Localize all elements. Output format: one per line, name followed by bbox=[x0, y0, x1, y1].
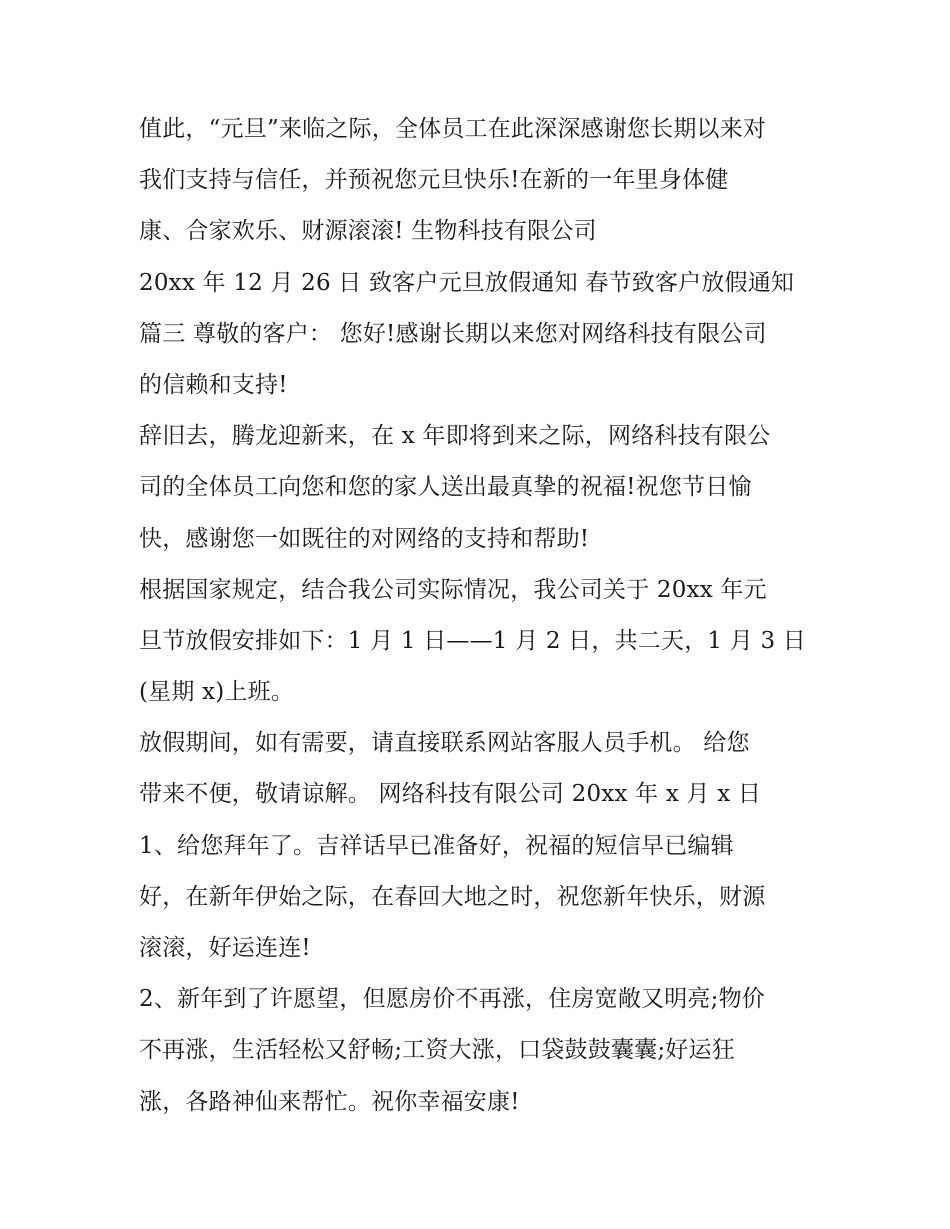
text-line: 快，感谢您一如既往的对网络的支持和帮助! bbox=[139, 525, 590, 552]
text-line: 辞旧去，腾龙迎新来，在 x 年即将到来之际，网络科技有限公 bbox=[139, 423, 771, 450]
text-line: 康、合家欢乐、财源滚滚! 生物科技有限公司 bbox=[139, 218, 597, 245]
document-body bbox=[139, 104, 819, 1128]
text-line: 值此，“元旦”来临之际，全体员工在此深深感谢您长期以来对 bbox=[139, 116, 767, 142]
text-line: 不再涨，生活轻松又舒畅;工资大涨，口袋鼓鼓囊囊;好运狂 bbox=[139, 1037, 735, 1064]
text-line: 篇三 尊敬的客户： 您好!感谢长期以来您对网络科技有限公司 bbox=[139, 320, 767, 347]
text-line: 根据国家规定，结合我公司实际情况，我公司关于 20xx 年元 bbox=[139, 576, 767, 603]
text-line: 我们支持与信任，并预祝您元旦快乐!在新的一年里身体健 bbox=[139, 167, 729, 194]
text-line: 司的全体员工向您和您的家人送出最真挚的祝福!祝您节日愉 bbox=[139, 474, 752, 501]
text-line: 带来不便，敬请谅解。 网络科技有限公司 20xx 年 x 月 x 日 bbox=[139, 781, 762, 808]
text-line: 涨，各路神仙来帮忙。祝你幸福安康! bbox=[139, 1088, 520, 1115]
text-line: 1、给您拜年了。吉祥话早已准备好，祝福的短信早已编辑 bbox=[139, 832, 734, 859]
text-line: 20xx 年 12 月 26 日 致客户元旦放假通知 春节致客户放假通知 bbox=[139, 269, 795, 296]
text-line: 滚滚，好运连连! bbox=[139, 935, 311, 961]
text-line: 好，在新年伊始之际，在春回大地之时，祝您新年快乐，财源 bbox=[139, 883, 766, 910]
text-line: 2、新年到了许愿望，但愿房价不再涨，住房宽敞又明亮;物价 bbox=[139, 986, 765, 1013]
text-line: 旦节放假安排如下：1 月 1 日——1 月 2 日，共二天，1 月 3 日 bbox=[139, 627, 806, 654]
text-line: 的信赖和支持! bbox=[139, 371, 288, 398]
text-line: (星期 x)上班。 bbox=[139, 679, 295, 706]
text-line: 放假期间，如有需要，请直接联系网站客服人员手机。 给您 bbox=[139, 730, 750, 757]
